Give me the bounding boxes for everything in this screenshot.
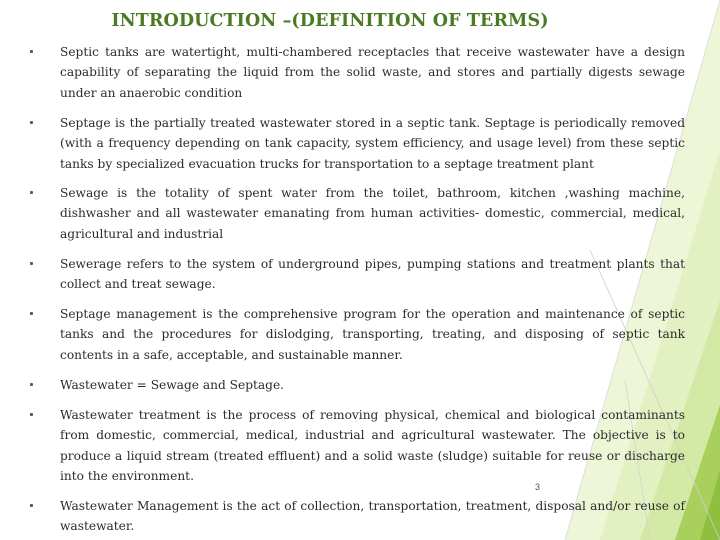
bullet-wastewater-equation xyxy=(60,375,685,395)
bullet-wastewater-treatment xyxy=(60,405,685,486)
bullet-text: Wastewater = Sewage and Septage. xyxy=(60,378,285,392)
bullet-text: Wastewater treatment is the process of removing physical, chemical and biological contaminants from domestic, commercial, medical, industrial and agricultural wastewater. The objective is to produce a liquid stream (treated effluent) and a solid waste (sludge) suitable for reuse or discharge into the environment. xyxy=(60,408,685,483)
bullet-sewage xyxy=(60,183,685,244)
bullet-marker xyxy=(30,262,33,265)
slide-title: INTRODUCTION –(DEFINITION OF TERMS) xyxy=(111,11,549,31)
bullet-wastewater-management xyxy=(60,496,685,537)
bullet-sewerage xyxy=(60,254,685,295)
bullet-marker xyxy=(30,504,33,507)
bullet-text: Sewage is the totality of spent water from the toilet, bathroom, kitchen ,washing machine, dishwasher and all wastewater emanating from human activities- domestic, commercial, medical, agricultural and industrial xyxy=(60,186,685,241)
bullet-septic-tanks xyxy=(60,42,685,103)
bullet-marker xyxy=(30,121,33,124)
bullet-marker xyxy=(30,191,33,194)
bullet-septage xyxy=(60,113,685,174)
bullet-marker xyxy=(30,413,33,416)
bullet-septage-management xyxy=(60,304,685,365)
bullet-text: Septage is the partially treated wastewater stored in a septic tank. Septage is periodically removed (with a frequency depending on tank capacity, system efficiency, and usage level) from these septic tanks by specialized evacuation trucks for transportation to a septage treatment plant xyxy=(60,116,685,171)
page-number: 3 xyxy=(535,482,541,492)
bullet-marker xyxy=(30,312,33,315)
bullet-marker xyxy=(30,383,33,386)
bullet-text: Wastewater Management is the act of collection, transportation, treatment, disposal and/or reuse of wastewater. xyxy=(60,499,685,534)
bullet-text: Sewerage refers to the system of underground pipes, pumping stations and treatment plants that collect and treat sewage. xyxy=(60,257,685,292)
bullet-text: Septic tanks are watertight, multi-chambered receptacles that receive wastewater have a design capability of separating the liquid from the solid waste, and stores and partially digests sewage under an anaerobic condition xyxy=(60,45,685,100)
bullet-marker xyxy=(30,50,33,53)
bullet-text: Septage management is the comprehensive program for the operation and maintenance of septic tanks and the procedures for dislodging, transporting, treating, and disposing of septic tank contents in a safe, acceptable, and sustainable manner. xyxy=(60,307,685,362)
